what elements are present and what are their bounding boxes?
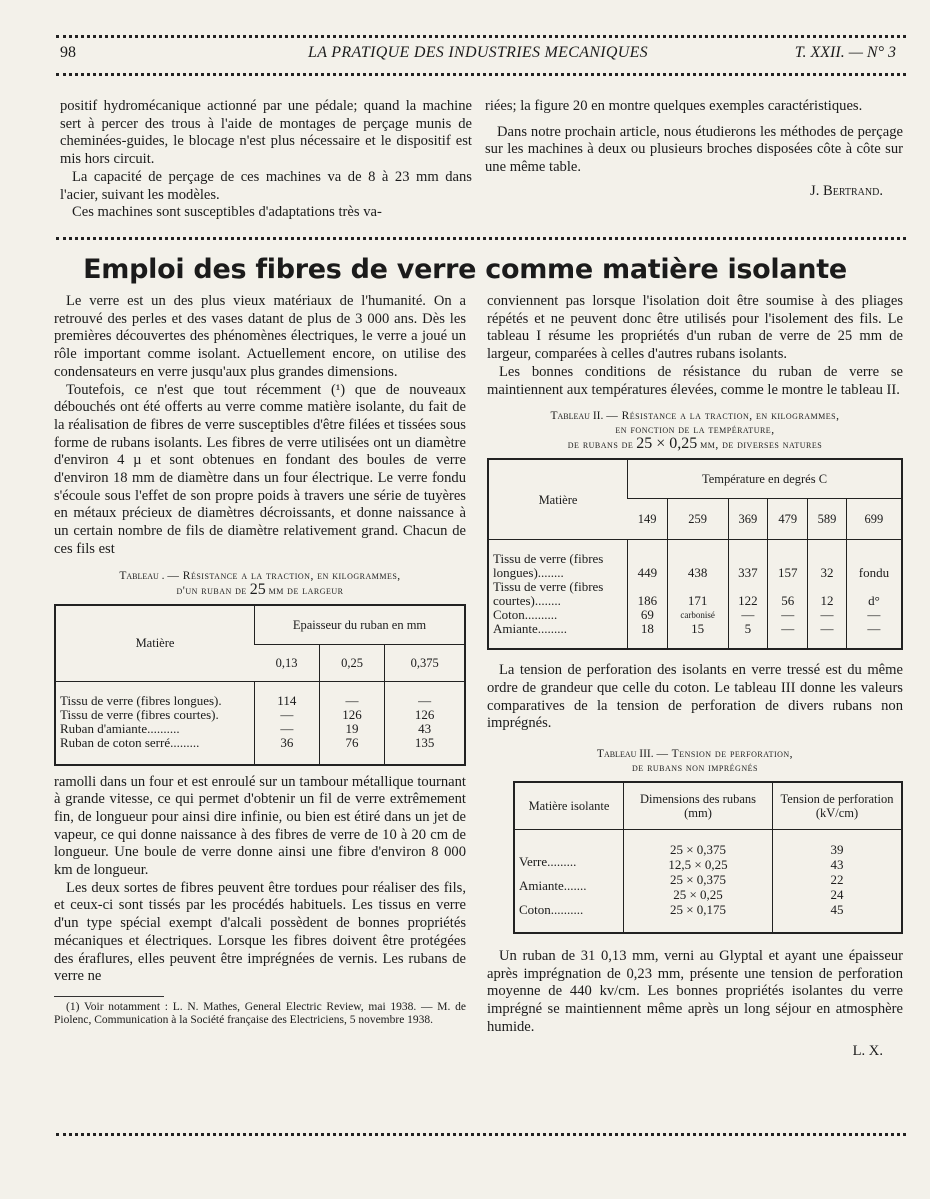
table2-col-header: 699 (846, 499, 902, 540)
row-label: Amiante......... (493, 621, 568, 637)
cell: 438 (667, 540, 728, 581)
table-row (514, 830, 902, 934)
cell: 186 (628, 580, 668, 608)
table2-col-header: 589 (808, 499, 847, 540)
table1-label: Tableau . (119, 569, 165, 582)
table2-caption-line2: en fonction de la température, (615, 424, 775, 437)
cell: 114 (255, 681, 320, 708)
cell: 76 (319, 736, 385, 765)
table1-col-header: 0,375 (385, 644, 465, 681)
cell: 126 (385, 708, 465, 722)
dimension-value: 25 × 0,175 (669, 902, 727, 918)
table1-col-header: 0,25 (319, 644, 385, 681)
table-row (55, 708, 465, 722)
tension-value: 22 (830, 872, 844, 888)
table3-dimensions (624, 830, 773, 934)
table2-caption-size: 25 × 0,25 (636, 435, 698, 453)
table1-col-header: 0,13 (255, 644, 320, 681)
page-number: 98 (60, 44, 76, 61)
article-separator-rule (56, 237, 906, 240)
table-row (488, 540, 902, 581)
table-row (488, 608, 902, 622)
cell: — (255, 708, 320, 722)
dimension-value: 25 × 0,375 (669, 872, 727, 888)
table2-caption-line3b: mm, de diverses natures (700, 439, 823, 452)
cell: 12 (808, 580, 847, 608)
cell: fondu (846, 540, 902, 581)
table2 (487, 458, 903, 650)
table1-caption (54, 569, 466, 598)
paragraph: Dans notre prochain article, nous étudierons les méthodes de perçage sur les machines à deux ou plusieurs broches disposées côte à côte sur une même table. (485, 123, 903, 176)
paragraph: Ces machines sont susceptibles d'adaptations très va- (72, 204, 382, 221)
cell: 18 (628, 622, 668, 649)
article-title: Emploi des fibres de verre comme matière isolante (83, 254, 847, 285)
cell: 56 (768, 580, 808, 608)
table-row (488, 622, 902, 649)
table3-header-tension: Tension de perforation (kV/cm) (773, 782, 903, 830)
cell: 126 (319, 708, 385, 722)
paragraph: La tension de perforation des isolants en verre tressé est du même ordre de grandeur que celle du coton. Le tableau III donne les valeurs comparatives de la tension de perforation de divers rubans non imprégnés. (487, 662, 903, 732)
table3-header-matiere: Matière isolante (514, 782, 624, 830)
table2-col-header: 149 (628, 499, 668, 540)
article-left-column (54, 293, 466, 1027)
prev-article-left-column (60, 98, 472, 222)
tension-value: 43 (830, 857, 844, 873)
cell: 122 (728, 580, 768, 608)
row-label: Ruban d'amiante.......... (60, 720, 180, 736)
table2-col-header: 479 (768, 499, 808, 540)
table2-caption (487, 409, 903, 452)
paragraph: Les deux sortes de fibres peuvent être tordues pour réaliser des fils, et ceux-ci sont tissés par les procédés habituels. Les tissus en verre d'un type spécial exempt d'alcali possèdent de bonnes propriétés mécaniques et électriques. Lorsque les fibres doivent être protégées des éraflures, elles peuvent être imprégnées de vernis. Les rubans de verre ne (54, 879, 466, 985)
table2-header-matiere: Matière (488, 459, 628, 540)
cell: — (808, 608, 847, 622)
cell: 15 (667, 622, 728, 649)
table-row (488, 580, 902, 608)
dimension-value: 12,5 × 0,25 (668, 857, 728, 873)
cell: — (808, 622, 847, 649)
table-row (55, 736, 465, 765)
table3-caption (487, 747, 903, 775)
material-verre: Verre......... (519, 854, 577, 870)
paragraph: Le verre est un des plus vieux matériaux de l'humanité. On a retrouvé des perles et des vases datant de plus de 3 000 ans. Dès les premières découvertes des phénomènes électriques, le verre a joué un rôle important comme isolant. Actuellement encore, on utilise des condensateurs en verre jusqu'aux plus grandes dimensions. (54, 293, 466, 380)
bottom-dotted-rule (56, 1133, 906, 1136)
table3-caption-line2: de rubans non imprégnés (632, 762, 758, 775)
dimension-value: 25 × 0,375 (669, 842, 727, 858)
row-label: Tissu de verre (fibres longues). (60, 692, 222, 708)
table1-caption-line2b: mm de largeur (268, 584, 344, 597)
cell: — (846, 622, 902, 649)
cell: — (768, 608, 808, 622)
cell: 19 (319, 722, 385, 736)
table-row (55, 681, 465, 708)
table2-label: Tableau II. (550, 410, 604, 423)
article-signature: L. X. (852, 1042, 883, 1059)
material-coton: Coton.......... (519, 902, 584, 918)
table1-caption-size: 25 (249, 580, 266, 598)
cell: 43 (385, 722, 465, 736)
author-signature: J. Bertrand. (810, 182, 883, 199)
material-amiante: Amiante....... (519, 878, 587, 894)
journal-title: LA PRATIQUE DES INDUSTRIES MECANIQUES (308, 44, 648, 61)
prev-article-right-column (485, 98, 903, 201)
cell: 5 (728, 622, 768, 649)
paragraph: riées; la figure 20 en montre quelques exemples caractéristiques. (485, 98, 863, 114)
cell: 449 (628, 540, 668, 581)
table1-caption-line2a: d'un ruban de (176, 584, 247, 597)
table3 (513, 781, 903, 934)
cell: — (255, 722, 320, 736)
cell: carbonisé (667, 608, 728, 622)
cell: d° (846, 580, 902, 608)
row-label: Tissu de verre (fibres courtes)........ (493, 579, 604, 609)
table2-caption-line3a: de rubans de (567, 439, 634, 452)
table2-caption-line1: — Résistance a la traction, en kilogrammes, (606, 410, 840, 423)
cell: — (385, 681, 465, 708)
cell: 36 (255, 736, 320, 765)
paragraph: Les bonnes conditions de résistance du ruban de verre se maintiennent aux températures élevées, comme le montre le tableau II. (487, 363, 903, 398)
table3-label: Tableau III. (596, 748, 654, 761)
cell: 171 (667, 580, 728, 608)
tension-value: 39 (830, 842, 844, 858)
table3-materials (514, 830, 624, 934)
table3-header-dimensions: Dimensions des rubans (mm) (624, 782, 773, 830)
cell: 337 (728, 540, 768, 581)
cell: 69 (628, 608, 668, 622)
paragraph: positif hydromécanique actionné par une pédale; quand la machine sert à percer des trous à l'aide de montages de perçage munis de cheminées-guides, le blocage n'est plus nécessaire et le dispositif est mis hors circuit. (60, 98, 472, 168)
dimension-value: 25 × 0,25 (673, 887, 723, 903)
table-row (55, 722, 465, 736)
row-label: Tissu de verre (fibres longues)........ (493, 551, 604, 581)
footnote-rule (54, 996, 164, 997)
table3-tensions (773, 830, 903, 934)
cell: — (728, 608, 768, 622)
row-label: Tissu de verre (fibres courtes). (60, 706, 219, 722)
cell: — (846, 608, 902, 622)
table2-col-header: 369 (728, 499, 768, 540)
cell: — (319, 681, 385, 708)
running-header (60, 44, 896, 64)
cell: 135 (385, 736, 465, 765)
issue-number: T. XXII. — N° 3 (794, 44, 896, 61)
cell: — (768, 622, 808, 649)
paragraph: Toutefois, ce n'est que tout récemment (¹) que de nouveaux débouchés ont été offerts au verre comme matière isolante, du fait de la réalisation de fibres de verre susceptibles d'être filées et tissées sous forme de rubans isolants. Les fibres de verre utilisées ont un diamètre d'environ 4 µ et sont obtenues en fondant des boules de verre d'environ 18 mm de diamètre dans un four électrique. Le verre fondu s'écoule sous l'effet de son propre poids à travers une série de tuyères en métaux précieux de diamètres décroissants, et donne naissance à un certain nombre de fils de diamètre relativement grand. Chacun de ces fils est (54, 381, 466, 557)
paragraph: Un ruban de 31 0,13 mm, verni au Glyptal et ayant une épaisseur après imprégnation de 0,23 mm, présente une tension de perforation moyenne de 440 kv/cm. Les bonnes propriétés isolantes du verre imprégné se maintiennent même après un long séjour en atmosphère humide. (487, 948, 903, 1035)
table1-caption-line1: — Résistance a la traction, en kilogrammes, (167, 569, 401, 582)
table1-header-matiere: Matière (55, 605, 255, 682)
table2-col-header: 259 (667, 499, 728, 540)
table1-header-group: Epaisseur du ruban en mm (255, 605, 466, 645)
paragraph: ramolli dans un four et est enroulé sur un tambour métallique tournant à grande vitesse, ce qui permet d'obtenir un fil de verre extrêmement fin, de longueur pour ainsi dire infinie, ou bien est étiré dans un jet de vapeur, ce qui donne naissance à des fibres de verre de 10 à 20 cm de longueur. Une boule de verre donne ainsi une fibre d'environ 8 000 km de longueur. (54, 773, 466, 879)
table3-caption-line1: — Tension de perforation, (656, 748, 794, 761)
row-label: Ruban de coton serré......... (60, 734, 200, 750)
cell: 157 (768, 540, 808, 581)
paragraph: conviennent pas lorsque l'isolation doit être soumise à des pliages répétés et ne peuvent donc être utilisés pour l'isolement des fils. Le tableau I résume les propriétés d'un ruban de verre de 25 mm de largeur, comparées à celles d'autres rubans isolants. (487, 293, 903, 363)
row-label: Coton.......... (493, 607, 558, 623)
table1 (54, 604, 466, 766)
header-dotted-rule (56, 73, 906, 76)
paragraph: La capacité de perçage de ces machines va de 8 à 23 mm dans l'acier, suivant les modèles. (60, 168, 472, 203)
tension-value: 45 (830, 902, 844, 918)
cell: 32 (808, 540, 847, 581)
tension-value: 24 (830, 887, 844, 903)
top-dotted-rule (56, 35, 906, 38)
article-right-column (487, 293, 903, 1060)
table2-header-group: Température en degrés C (628, 459, 903, 499)
footnote: (1) Voir notamment : L. N. Mathes, General Electric Review, mai 1938. — M. de Piolenc, Communication à la Société française des Electriciens, 5 novembre 1938. (54, 1000, 466, 1026)
